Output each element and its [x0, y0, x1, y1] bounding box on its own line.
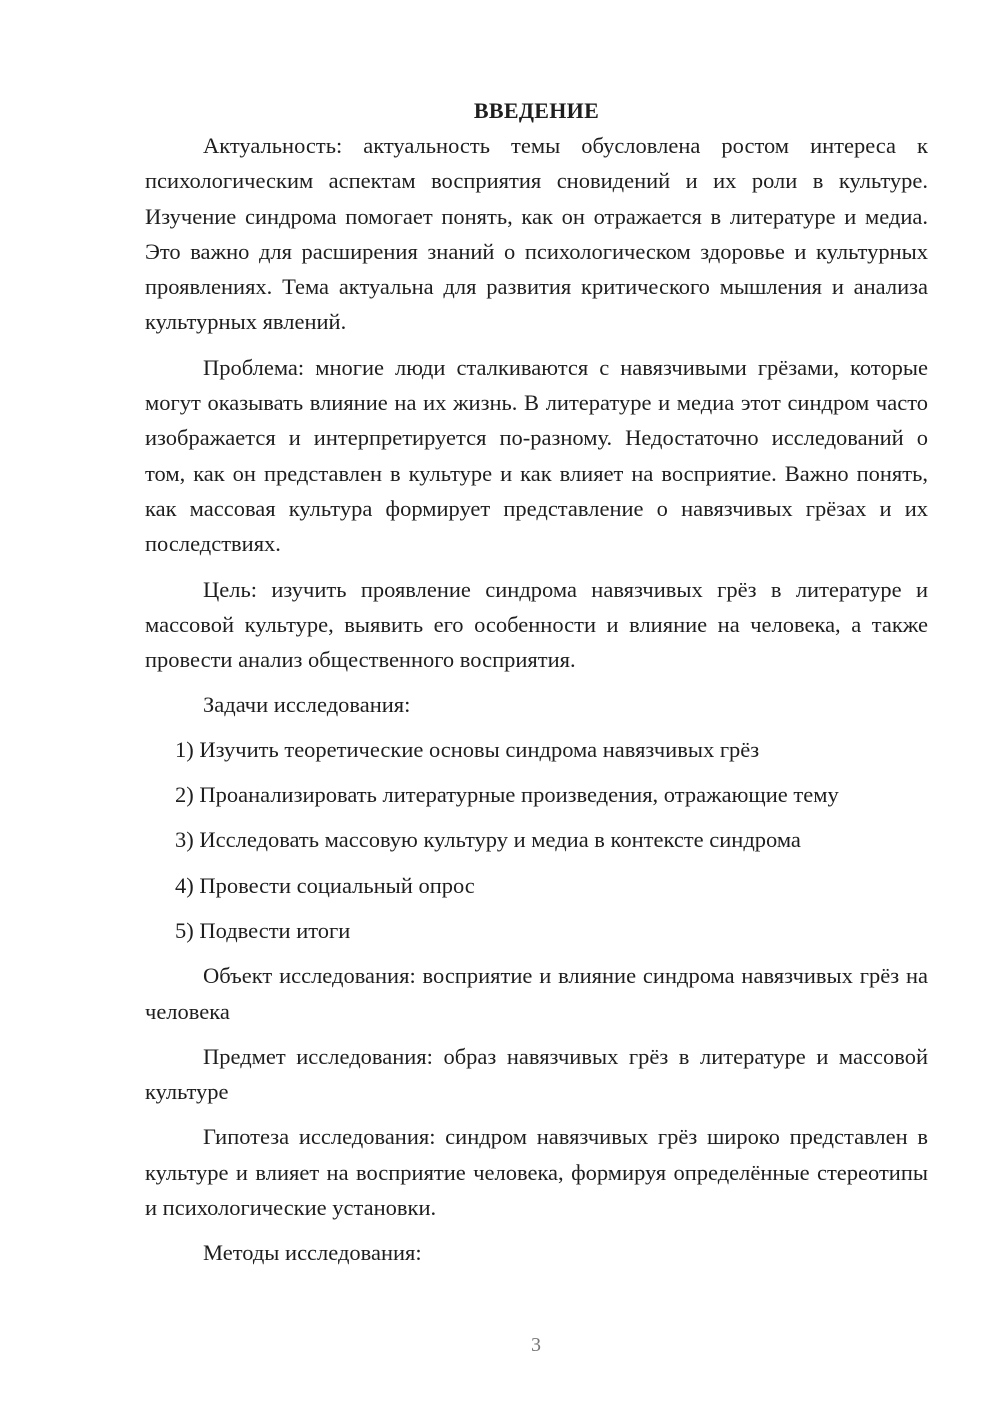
methods-title: Методы исследования: [203, 1240, 422, 1266]
tasks-title: Задачи исследования: [203, 692, 411, 718]
goal-paragraph: Цель: изучить проявление синдрома навязчивых грёз в литературе и массовой культуре, выявить его особенности и влияние на человека, а также провести анализ общественного восприятия. [145, 576, 928, 673]
list-item: 3) Исследовать массовую культуру и медиа в контексте синдрома [175, 827, 801, 853]
section-heading: ВВЕДЕНИЕ [473, 98, 600, 123]
relevance-paragraph: Актуальность: актуальность темы обусловлена ростом интереса к психологическим аспектам восприятия сновидений и их роли в культуре. Изучение синдрома помогает понять, как он отражается в литературе и медиа. Это важно для расширения знаний о психологическом здоровье и культурных проявлениях. Тема актуальна для развития критического мышления и анализа культурных явлений. [145, 133, 928, 335]
subject-paragraph: Предмет исследования: образ навязчивых грёз в литературе и массовой культуре [145, 1043, 928, 1105]
list-item: 4) Провести социальный опрос [175, 872, 475, 898]
document-page [145, 94, 928, 1281]
object-paragraph: Объект исследования: восприятие и влияние синдрома навязчивых грёз на человека [145, 963, 928, 1024]
list-item: 1) Изучить теоретические основы синдрома навязчивых грёз [175, 736, 760, 762]
hypothesis-paragraph: Гипотеза исследования: синдром навязчивых грёз широко представлен в культуре и влияет на восприятие человека, формируя определённые стереотипы и психологические установки. [145, 1124, 928, 1221]
list-item: 2) Проанализировать литературные произведения, отражающие тему [175, 782, 839, 808]
problem-paragraph: Проблема: многие люди сталкиваются с навязчивыми грёзами, которые могут оказывать влияние на их жизнь. В литературе и медиа этот синдром часто изображается и интерпретируется по-разному. Недостаточно исследований о том, как он представлен в культуре и как влияет на восприятие. Важно понять, как массовая культура формирует представление о навязчивых грёзах и их последствиях. [145, 354, 928, 557]
tasks-list [145, 732, 928, 948]
page-number: 3 [531, 1334, 541, 1356]
list-item: 5) Подвести итоги [175, 917, 351, 943]
